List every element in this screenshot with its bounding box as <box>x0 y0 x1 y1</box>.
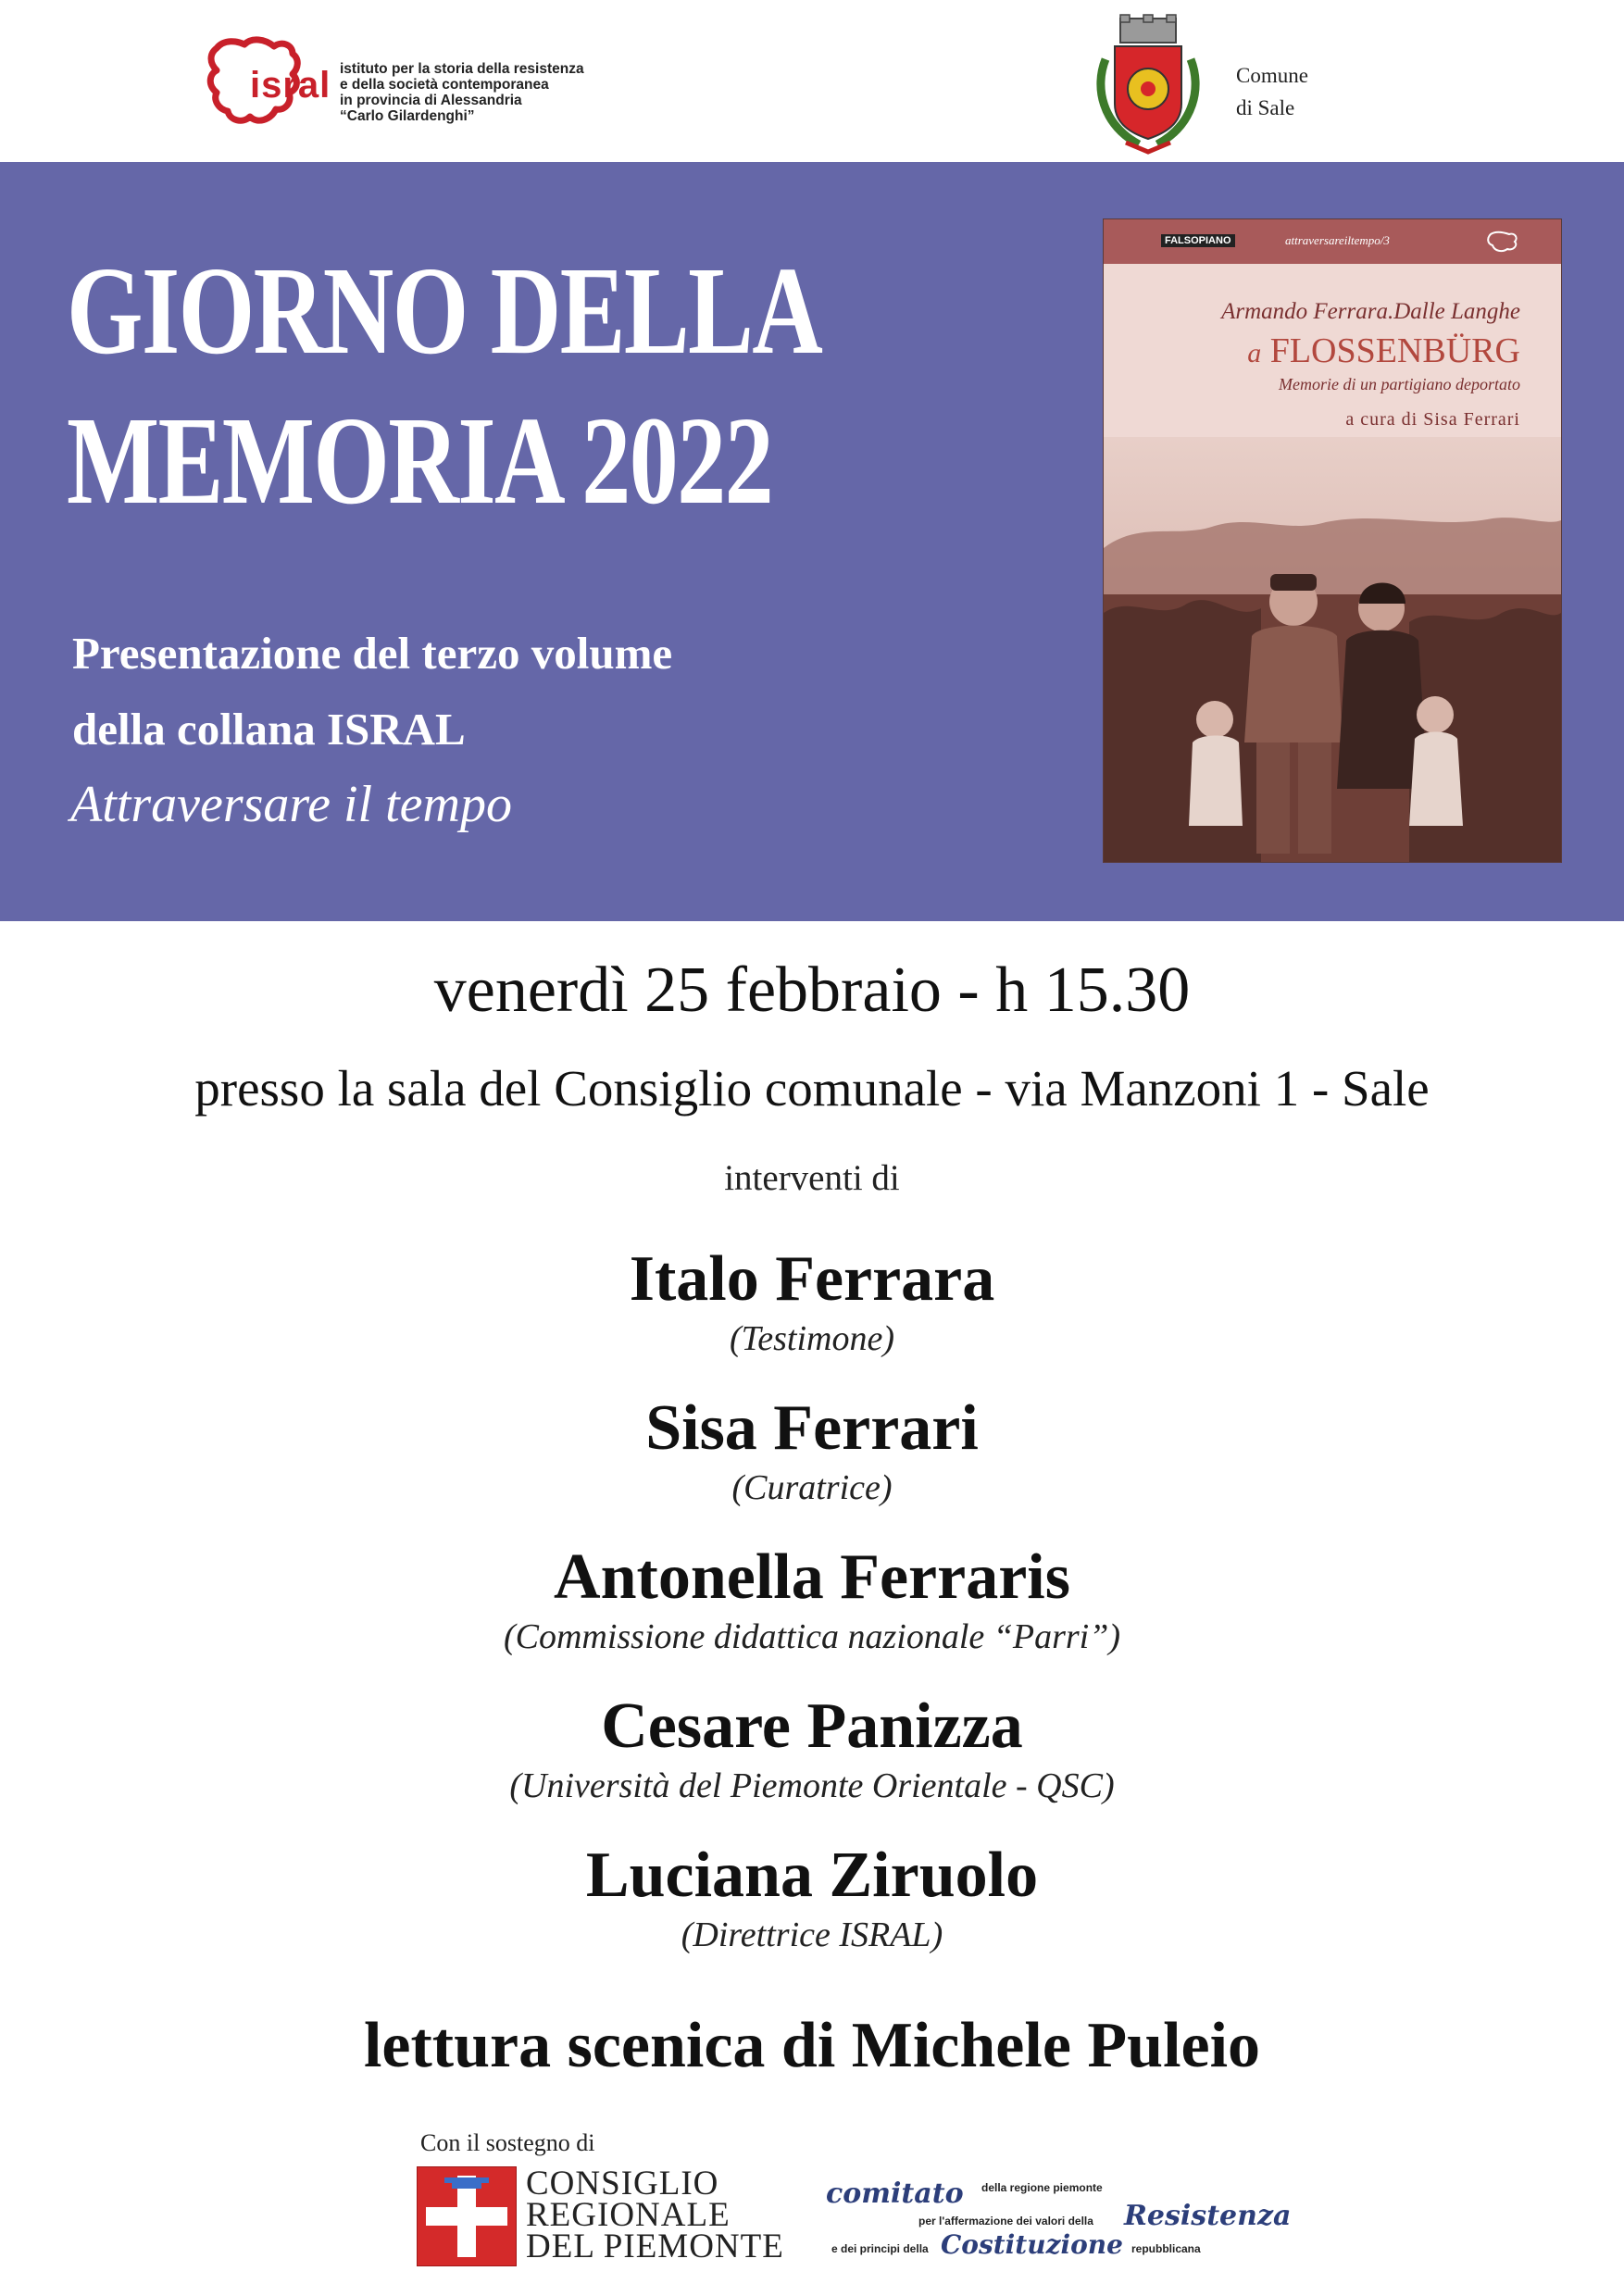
comune-line2: di Sale <box>1236 96 1295 119</box>
speaker-item <box>0 1539 1624 1688</box>
subtitle-line-1: Presentazione del terzo volume <box>72 628 673 679</box>
consiglio-text <box>526 2165 784 2265</box>
book-cover-photo <box>1104 437 1561 862</box>
consiglio-emblem-icon <box>417 2166 517 2266</box>
book-curator: a cura di Sisa Ferrari <box>1345 409 1520 430</box>
consiglio-line: DEL PIEMONTE <box>526 2227 784 2265</box>
speaker-role: (Commissione didattica nazionale “Parri”) <box>503 1617 1121 1656</box>
sostegno-label: Con il sostegno di <box>420 2129 595 2156</box>
page-title <box>67 236 821 536</box>
comitato-small-3: e dei principi della <box>831 2242 929 2255</box>
book-title <box>1247 331 1520 371</box>
isral-wordmark: isral <box>250 65 331 106</box>
lettura-scenica: lettura scenica di Michele Puleio <box>363 2010 1261 2081</box>
book-cover-header <box>1104 219 1561 264</box>
isral-desc-line: in provincia di Alessandria <box>340 93 522 108</box>
speaker-item <box>0 1837 1624 1986</box>
comune-crest-icon <box>1093 13 1204 156</box>
costituzione-word: Costituzione <box>941 2229 1123 2260</box>
title-line-1: GIORNO DELLA <box>67 242 822 381</box>
speaker-item <box>0 1241 1624 1390</box>
book-author: Armando Ferrara.Dalle Langhe <box>1221 299 1520 324</box>
isral-desc-line: “Carlo Gilardenghi” <box>340 108 475 124</box>
speaker-role: (Curatrice) <box>731 1468 893 1507</box>
comitato-small-4: repubblicana <box>1131 2242 1201 2255</box>
speaker-role: (Direttrice ISRAL) <box>681 1915 943 1954</box>
isral-description <box>340 61 655 124</box>
speaker-name: Cesare Panizza <box>601 1691 1023 1762</box>
subtitle <box>72 616 672 767</box>
book-series: attraversareiltempo/3 <box>1285 233 1390 247</box>
speaker-item <box>0 1688 1624 1837</box>
comitato-resistenza-logo <box>826 2172 1292 2265</box>
title-line-2: MEMORIA 2022 <box>67 392 773 530</box>
book-publisher: FALSOPIANO <box>1161 234 1235 247</box>
book-title-prefix: a <box>1247 338 1262 368</box>
event-venue: presso la sala del Consiglio comunale - via Manzoni 1 - Sale <box>194 1060 1430 1117</box>
isral-desc-line: e della società contemporanea <box>340 77 549 93</box>
comune-name <box>1236 59 1308 124</box>
book-subtitle: Memorie di un partigiano deportato <box>1279 375 1520 393</box>
consiglio-regionale-logo <box>417 2165 784 2268</box>
subtitle-line-2: della collana ISRAL <box>72 704 466 755</box>
speaker-name: Antonella Ferraris <box>554 1541 1070 1613</box>
speaker-role: (Testimone) <box>729 1319 895 1358</box>
comitato-word: comitato <box>826 2177 964 2210</box>
title-banner <box>0 162 1624 921</box>
comitato-small-1: della regione piemonte <box>981 2181 1103 2194</box>
comune-logo <box>1093 13 1370 161</box>
speaker-name: Sisa Ferrari <box>645 1392 979 1464</box>
speakers-list <box>0 1241 1624 1986</box>
consiglio-line: CONSIGLIO <box>526 2165 719 2202</box>
book-cover <box>1104 219 1561 862</box>
book-title-main: FLOSSENBÜRG <box>1269 331 1520 370</box>
resistenza-word: Resistenza <box>1124 2200 1292 2232</box>
isral-desc-line: istituto per la storia della resistenza <box>340 61 584 77</box>
speaker-name: Italo Ferrara <box>629 1243 995 1315</box>
comune-line1: Comune <box>1236 64 1308 87</box>
comitato-small-2: per l'affermazione dei valori della <box>918 2215 1093 2227</box>
consiglio-line: REGIONALE <box>526 2196 731 2234</box>
speaker-item <box>0 1390 1624 1539</box>
speaker-role: (Università del Piemonte Orientale - QSC) <box>509 1766 1115 1805</box>
book-isral-icon <box>1485 229 1522 255</box>
isral-logo <box>196 31 622 143</box>
event-date-time: venerdì 25 febbraio - h 15.30 <box>433 955 1191 1026</box>
speaker-name: Luciana Ziruolo <box>585 1840 1039 1911</box>
collana-name: Attraversare il tempo <box>70 776 512 833</box>
interventi-label: interventi di <box>724 1158 900 1198</box>
